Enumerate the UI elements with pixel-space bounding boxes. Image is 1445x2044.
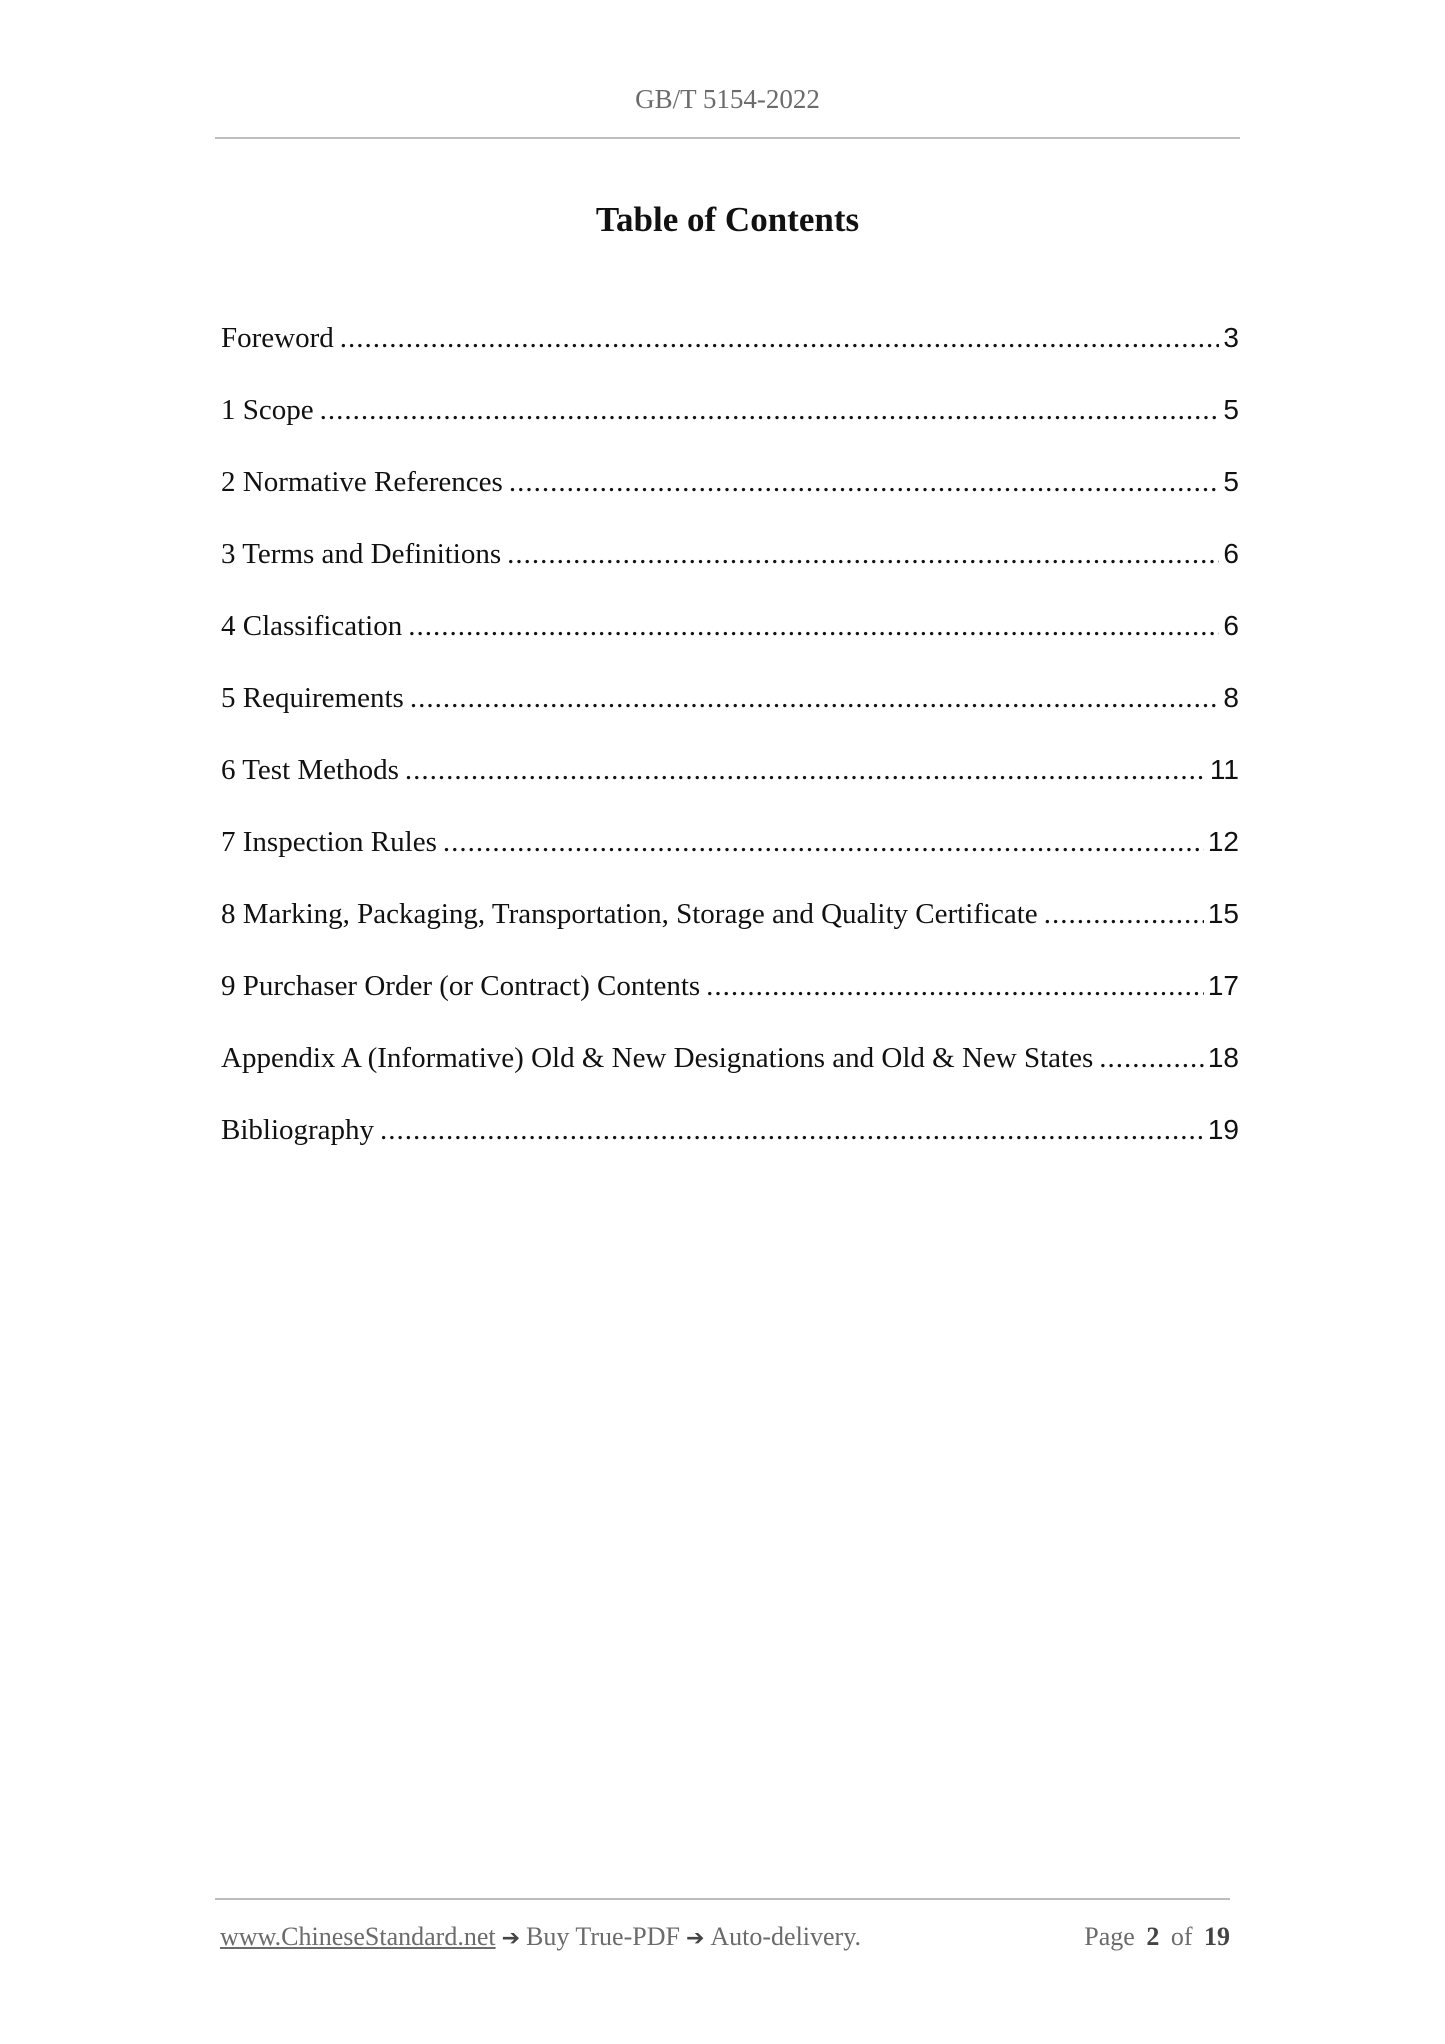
- page-footer: [220, 1922, 1230, 1952]
- toc-entry-scope[interactable]: [221, 394, 1239, 466]
- toc-entry-label: 3 Terms and Definitions: [221, 538, 502, 570]
- total-pages-number: 19: [1204, 1922, 1230, 1951]
- toc-entry-purchaser-order[interactable]: [221, 970, 1239, 1042]
- toc-entry-page: 5: [1223, 466, 1239, 497]
- toc-entry-label: 2 Normative References: [221, 466, 503, 498]
- dot-leader: [443, 826, 1204, 859]
- toc-entry-page: 18: [1207, 1042, 1239, 1073]
- dot-leader: [408, 610, 1219, 643]
- toc-entry-requirements[interactable]: [221, 682, 1239, 754]
- toc-entry-page: 12: [1207, 826, 1239, 857]
- footer-promo: [220, 1922, 861, 1952]
- toc-entry-page: 6: [1223, 538, 1239, 569]
- site-link[interactable]: www.ChineseStandard.net: [220, 1922, 496, 1951]
- toc-entry-label: Foreword: [221, 322, 334, 354]
- buy-text: Buy True-PDF: [526, 1922, 680, 1951]
- dot-leader: [405, 754, 1206, 787]
- dot-leader: [340, 322, 1219, 355]
- of-word: of: [1170, 1922, 1193, 1951]
- toc-entry-label: 5 Requirements: [221, 682, 404, 714]
- footer-divider: [215, 1898, 1230, 1900]
- toc-entry-page: 17: [1207, 970, 1239, 1001]
- table-of-contents: [221, 322, 1239, 1186]
- toc-entry-classification[interactable]: [221, 610, 1239, 682]
- toc-entry-bibliography[interactable]: [221, 1114, 1239, 1186]
- toc-entry-foreword[interactable]: [221, 322, 1239, 394]
- toc-entry-test-methods[interactable]: [221, 754, 1239, 826]
- dot-leader: [380, 1114, 1204, 1147]
- toc-entry-label: 9 Purchaser Order (or Contract) Contents: [221, 970, 701, 1002]
- toc-entry-terms-and-definitions[interactable]: [221, 538, 1239, 610]
- toc-entry-page: 6: [1223, 610, 1239, 641]
- toc-entry-page: 19: [1207, 1114, 1239, 1145]
- toc-entry-label: 1 Scope: [221, 394, 314, 426]
- toc-entry-normative-references[interactable]: [221, 466, 1239, 538]
- toc-entry-label: Appendix A (Informative) Old & New Designations and Old & New States: [221, 1042, 1094, 1074]
- dot-leader: [1044, 898, 1204, 931]
- toc-entry-label: Bibliography: [221, 1114, 375, 1146]
- dot-leader: [507, 538, 1219, 571]
- page-title: Table of Contents: [595, 200, 860, 239]
- page-indicator: [1079, 1922, 1230, 1952]
- toc-entry-appendix-a[interactable]: [221, 1042, 1239, 1114]
- toc-entry-inspection-rules[interactable]: [221, 826, 1239, 898]
- running-header: GB/T 5154-2022: [635, 84, 820, 114]
- dot-leader: [509, 466, 1219, 499]
- dot-leader: [1099, 1042, 1204, 1075]
- toc-entry-label: 8 Marking, Packaging, Transportation, Storage and Quality Certificate: [221, 898, 1038, 930]
- toc-entry-page: 8: [1223, 682, 1239, 713]
- toc-entry-label: 7 Inspection Rules: [221, 826, 437, 858]
- right-arrow-icon: ➔: [685, 1926, 705, 1951]
- toc-entry-marking-packaging[interactable]: [221, 898, 1239, 970]
- toc-entry-label: 4 Classification: [221, 610, 403, 642]
- dot-leader: [410, 682, 1219, 715]
- right-arrow-icon: ➔: [501, 1926, 521, 1951]
- dot-leader: [706, 970, 1204, 1003]
- page-word: Page: [1084, 1922, 1135, 1951]
- toc-entry-page: 3: [1223, 322, 1239, 353]
- toc-entry-page: 5: [1223, 394, 1239, 425]
- toc-entry-page: 11: [1209, 754, 1239, 785]
- current-page-number: 2: [1146, 1922, 1160, 1951]
- header-divider: [215, 137, 1240, 139]
- delivery-text: Auto-delivery.: [710, 1922, 862, 1951]
- dot-leader: [320, 394, 1219, 427]
- toc-entry-page: 15: [1207, 898, 1239, 929]
- toc-entry-label: 6 Test Methods: [221, 754, 399, 786]
